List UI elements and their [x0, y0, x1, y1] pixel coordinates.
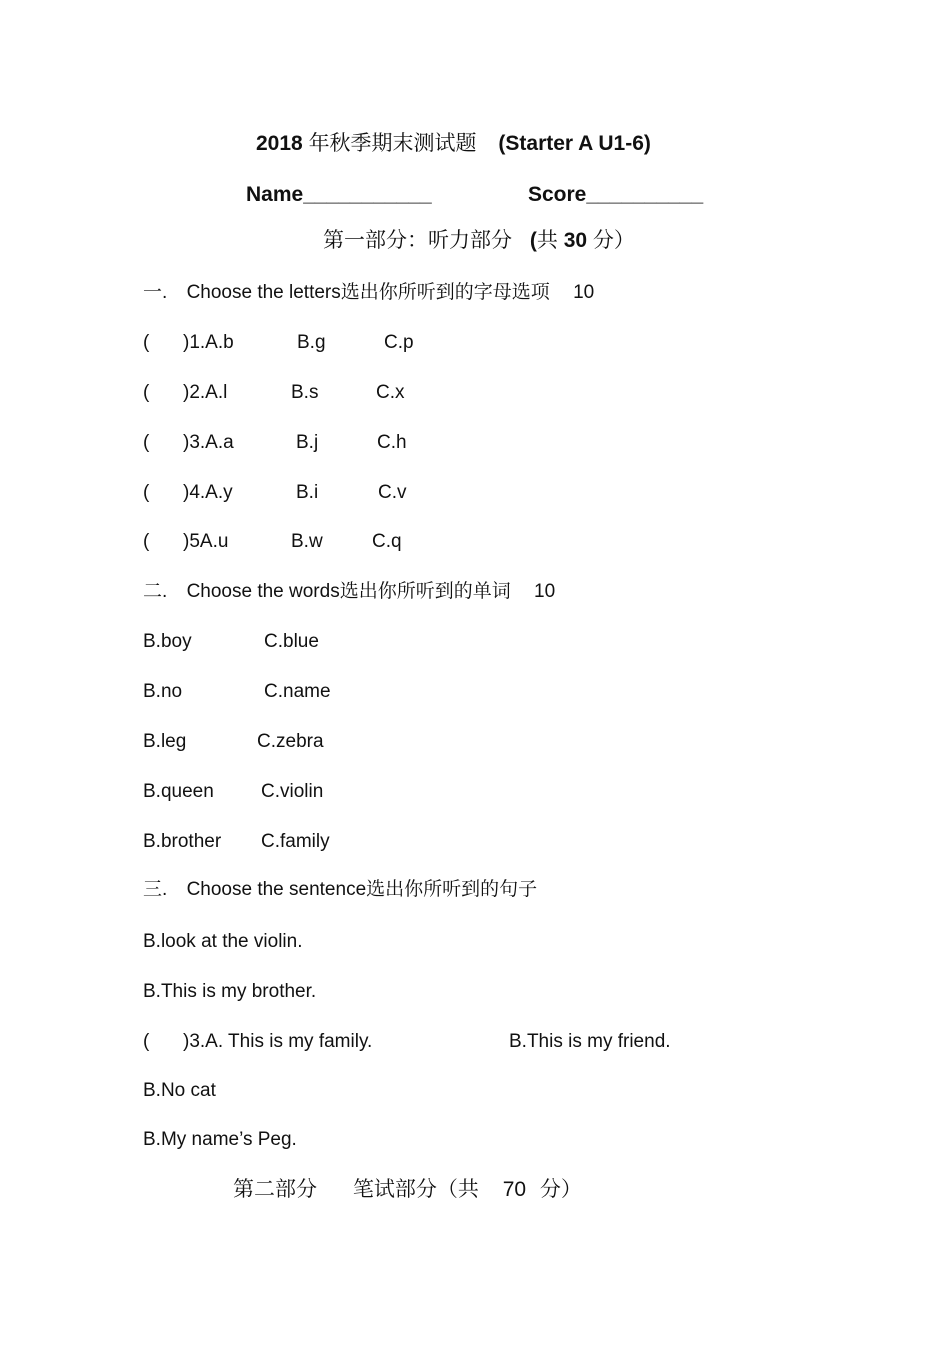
- part1-heading-points: 30: [563, 229, 588, 252]
- option-c: C.q: [372, 531, 402, 552]
- option-c: C.blue: [264, 631, 319, 652]
- section2-points: 10: [534, 581, 556, 602]
- option-a: )1.A.b: [183, 332, 234, 353]
- part1-heading-total: 共: [536, 229, 558, 252]
- part2-heading: [233, 1178, 582, 1202]
- part2-heading-sub: 笔试部分（共: [352, 1178, 479, 1201]
- option-b: B.w: [291, 531, 323, 552]
- part2-heading-unit: 分）: [539, 1178, 582, 1201]
- section1-title-en: Choose the letters: [186, 282, 341, 303]
- name-field: Name___________: [246, 183, 432, 206]
- part1-heading: [323, 229, 635, 253]
- section1-num: 一.: [143, 282, 168, 303]
- section2-title-cn: 选出你所听到的单词: [339, 581, 511, 602]
- option-b: B.i: [296, 482, 319, 503]
- option-b: B.j: [296, 432, 319, 453]
- title-year: 2018: [256, 132, 303, 155]
- score-field: Score__________: [528, 183, 704, 206]
- part2-heading-points: 70: [502, 1178, 527, 1201]
- answer-paren: (: [143, 531, 150, 552]
- section3-title-en: Choose the sentence: [186, 879, 367, 900]
- option-b: B.s: [291, 382, 319, 403]
- option-a: )3.A. This is my family.: [183, 1031, 373, 1052]
- sentence-option: B.My name’s Peg.: [143, 1129, 297, 1150]
- page-title: [256, 132, 651, 156]
- option-c: C.violin: [261, 781, 324, 802]
- option-c: C.name: [264, 681, 331, 702]
- answer-paren: (: [143, 482, 150, 503]
- answer-paren: (: [143, 1031, 150, 1052]
- sentence-option: B.No cat: [143, 1080, 216, 1101]
- option-c: C.v: [378, 482, 407, 503]
- title-course: (Starter A U1-6): [498, 132, 651, 155]
- option-a: )4.A.y: [183, 482, 233, 503]
- sentence-option: B.This is my brother.: [143, 981, 317, 1002]
- section3-num: 三.: [143, 879, 168, 900]
- section1-heading: [143, 281, 594, 305]
- part1-heading-paren: (: [529, 229, 537, 252]
- option-b: B.This is my friend.: [509, 1031, 671, 1052]
- option-c: C.p: [384, 332, 414, 353]
- option-a: )5A.u: [183, 531, 229, 552]
- section3-title-cn: 选出你所听到的句子: [366, 879, 538, 900]
- option-c: C.h: [377, 432, 407, 453]
- option-b: B.queen: [143, 781, 214, 802]
- option-b: B.no: [143, 681, 183, 702]
- section2-heading: [143, 580, 555, 604]
- part1-heading-unit: 分）: [592, 229, 635, 252]
- section1-title-cn: 选出你所听到的字母选项: [340, 282, 550, 303]
- section2-num: 二.: [143, 581, 168, 602]
- section1-points: 10: [573, 282, 595, 303]
- option-a: )3.A.a: [183, 432, 234, 453]
- option-c: C.x: [376, 382, 405, 403]
- answer-paren: (: [143, 382, 150, 403]
- part1-heading-text: 第一部分：听力部分: [323, 229, 512, 252]
- answer-paren: (: [143, 432, 150, 453]
- option-b: B.g: [297, 332, 326, 353]
- option-c: C.family: [261, 831, 330, 852]
- option-b: B.brother: [143, 831, 222, 852]
- title-cn: 年秋季期末测试题: [308, 132, 477, 155]
- section3-heading: [143, 878, 537, 902]
- option-c: C.zebra: [257, 731, 324, 752]
- sentence-option: B.look at the violin.: [143, 931, 303, 952]
- option-a: )2.A.l: [183, 382, 228, 403]
- option-b: B.boy: [143, 631, 192, 652]
- section2-title-en: Choose the words: [186, 581, 340, 602]
- part2-heading-text: 第二部分: [233, 1178, 317, 1201]
- answer-paren: (: [143, 332, 150, 353]
- option-b: B.leg: [143, 731, 187, 752]
